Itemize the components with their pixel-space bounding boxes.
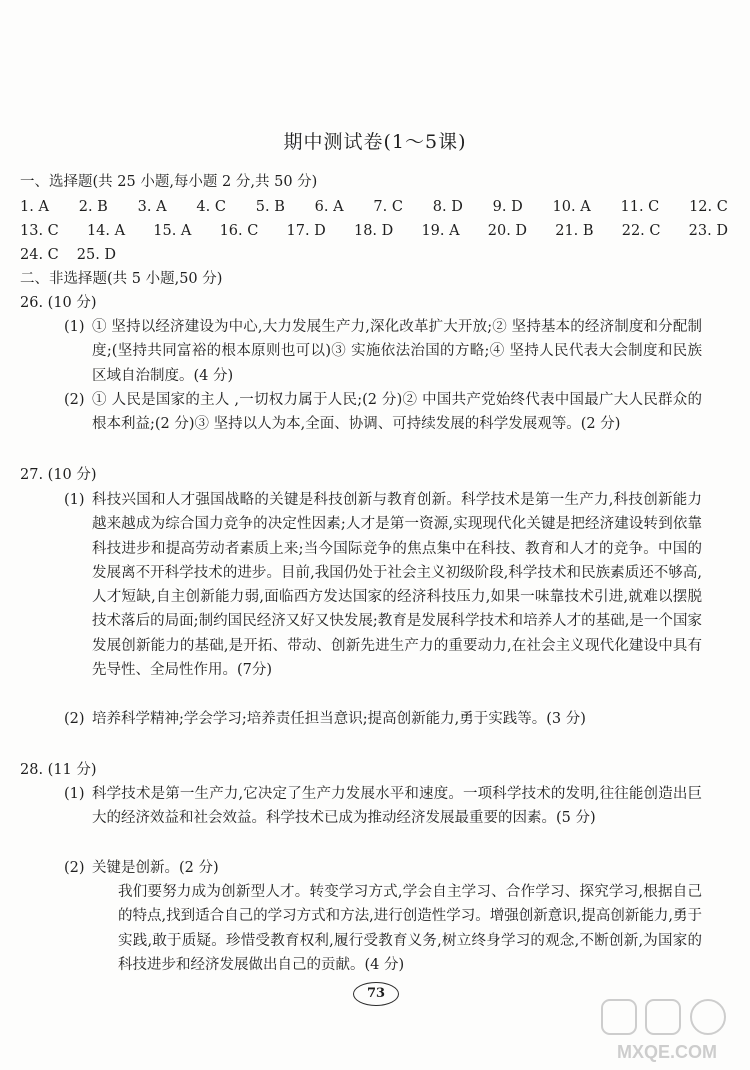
- question-27-part-1: [64, 488, 702, 682]
- answer-row-1: [20, 195, 728, 219]
- answer-item: 4. C: [196, 199, 226, 215]
- answer-item: 22. C: [621, 223, 661, 239]
- question-28-part-1: [64, 782, 702, 831]
- part-number: (2): [64, 860, 85, 876]
- question-26-part-2: [64, 388, 702, 437]
- part-number: (1): [64, 319, 85, 335]
- answer-item: 11. C: [620, 199, 660, 215]
- page-title: 期中测试卷(1～5课): [283, 131, 467, 153]
- watermark-text: MXQE.COM: [616, 1042, 718, 1062]
- answer-item: 17. D: [286, 223, 326, 239]
- question-26-part-1: [64, 315, 702, 388]
- answer-item: 16. C: [219, 223, 259, 239]
- answer-item: 19. A: [421, 223, 460, 239]
- answer-item: 3. A: [137, 199, 167, 215]
- part-number: (1): [64, 786, 85, 802]
- part-text: 关键是创新。(2 分): [92, 860, 219, 876]
- answer-item: 23. D: [688, 223, 728, 239]
- answer-item: 12. C: [689, 199, 728, 215]
- answer-item: 21. B: [555, 223, 594, 239]
- answer-item: 9. D: [492, 199, 523, 215]
- answer-item: 13. C: [20, 223, 59, 239]
- part-number: (2): [64, 392, 85, 408]
- answer-item: 1. A: [20, 199, 49, 215]
- question-28-label: 28. (11 分): [20, 762, 97, 778]
- answer-item: 25. D: [76, 247, 117, 263]
- watermark-logo-icon: [592, 996, 742, 1066]
- part-text: 科技兴国和人才强国战略的关键是科技创新与教育创新。科学技术是第一生产力,科技创新能力越来越成为综合国力竞争的决定性因素;人才是第一资源,实现现代化关键是把经济建设转到依靠科技进步和提高劳动者素质上来;当今国际竞争的焦点集中在科技、教育和人才的竞争。中国的发展离不开科学技术的进步。目前,我国仍处于社会主义初级阶段,科学技术和民族素质还不够高,人才短缺,自主创新能力弱,面临西方发达国家的经济科技压力,如果一味靠技术引进,就难以摆脱技术落后的局面;制约国民经济又好又快发展;教育是发展科学技术和培养人才的基础,是一个国家发展创新能力的基础,是开拓、带动、创新先进生产力的重要动力,在社会主义现代化建设中具有先导性、全局性作用。(7分): [92, 492, 702, 679]
- question-28-part-2-detail: [118, 880, 702, 977]
- page-number: 73: [353, 982, 399, 1006]
- answer-row-2: [20, 219, 728, 243]
- part-number: (2): [64, 711, 85, 727]
- part-text: ① 坚持以经济建设为中心,大力发展生产力,深化改革扩大开放;② 坚持基本的经济制度和分配制度;(坚持共同富裕的根本原则也可以)③ 实施依法治国的方略;④ 坚持人民代表大会制度和民族区域自治制度。(4 分): [92, 319, 702, 384]
- part-text: 科学技术是第一生产力,它决定了生产力发展水平和速度。一项科学技术的发明,往往能创造出巨大的经济效益和社会效益。科学技术已成为推动经济发展最重要的因素。(5 分): [92, 786, 702, 827]
- part-text: 我们要努力成为创新型人才。转变学习方式,学会自主学习、合作学习、探究学习,根据自己的特点,找到适合自己的学习方式和方法,进行创造性学习。增强创新意识,提高创新能力,勇于实践,敢于质疑。珍惜受教育权利,履行受教育义务,树立终身学习的观念,不断创新,为国家的科技进步和经济发展做出自己的贡献。(4 分): [118, 884, 702, 973]
- part-text: 培养科学精神;学会学习;培养责任担当意识;提高创新能力,勇于实践等。(3 分): [92, 711, 586, 727]
- question-26-label: 26. (10 分): [20, 295, 97, 311]
- section1-heading: 一、选择题(共 25 小题,每小题 2 分,共 50 分): [20, 174, 318, 190]
- answer-row-3: [20, 243, 728, 267]
- question-27-part-2: [64, 707, 702, 731]
- question-28-part-2: [64, 856, 702, 880]
- section2-heading: 二、非选择题(共 5 小题,50 分): [20, 271, 223, 287]
- answer-item: 14. A: [86, 223, 126, 239]
- answer-item: 10. A: [552, 199, 591, 215]
- answer-item: 18. D: [353, 223, 394, 239]
- answer-item: 15. A: [153, 223, 192, 239]
- answer-item: 6. A: [314, 199, 344, 215]
- part-number: (1): [64, 492, 85, 508]
- answer-item: 8. D: [432, 199, 463, 215]
- answer-item: 24. C: [20, 247, 59, 263]
- answer-item: 20. D: [487, 223, 528, 239]
- part-text: ① 人民是国家的主人 ,一切权力属于人民;(2 分)② 中国共产党始终代表中国最广大人民群众的根本利益;(2 分)③ 坚持以人为本,全面、协调、可持续发展的科学发展观等。(2 分): [92, 392, 702, 433]
- question-27-label: 27. (10 分): [20, 467, 97, 483]
- answer-item: 2. B: [78, 199, 108, 215]
- answer-item: 7. C: [373, 199, 403, 215]
- answer-item: 5. B: [255, 199, 285, 215]
